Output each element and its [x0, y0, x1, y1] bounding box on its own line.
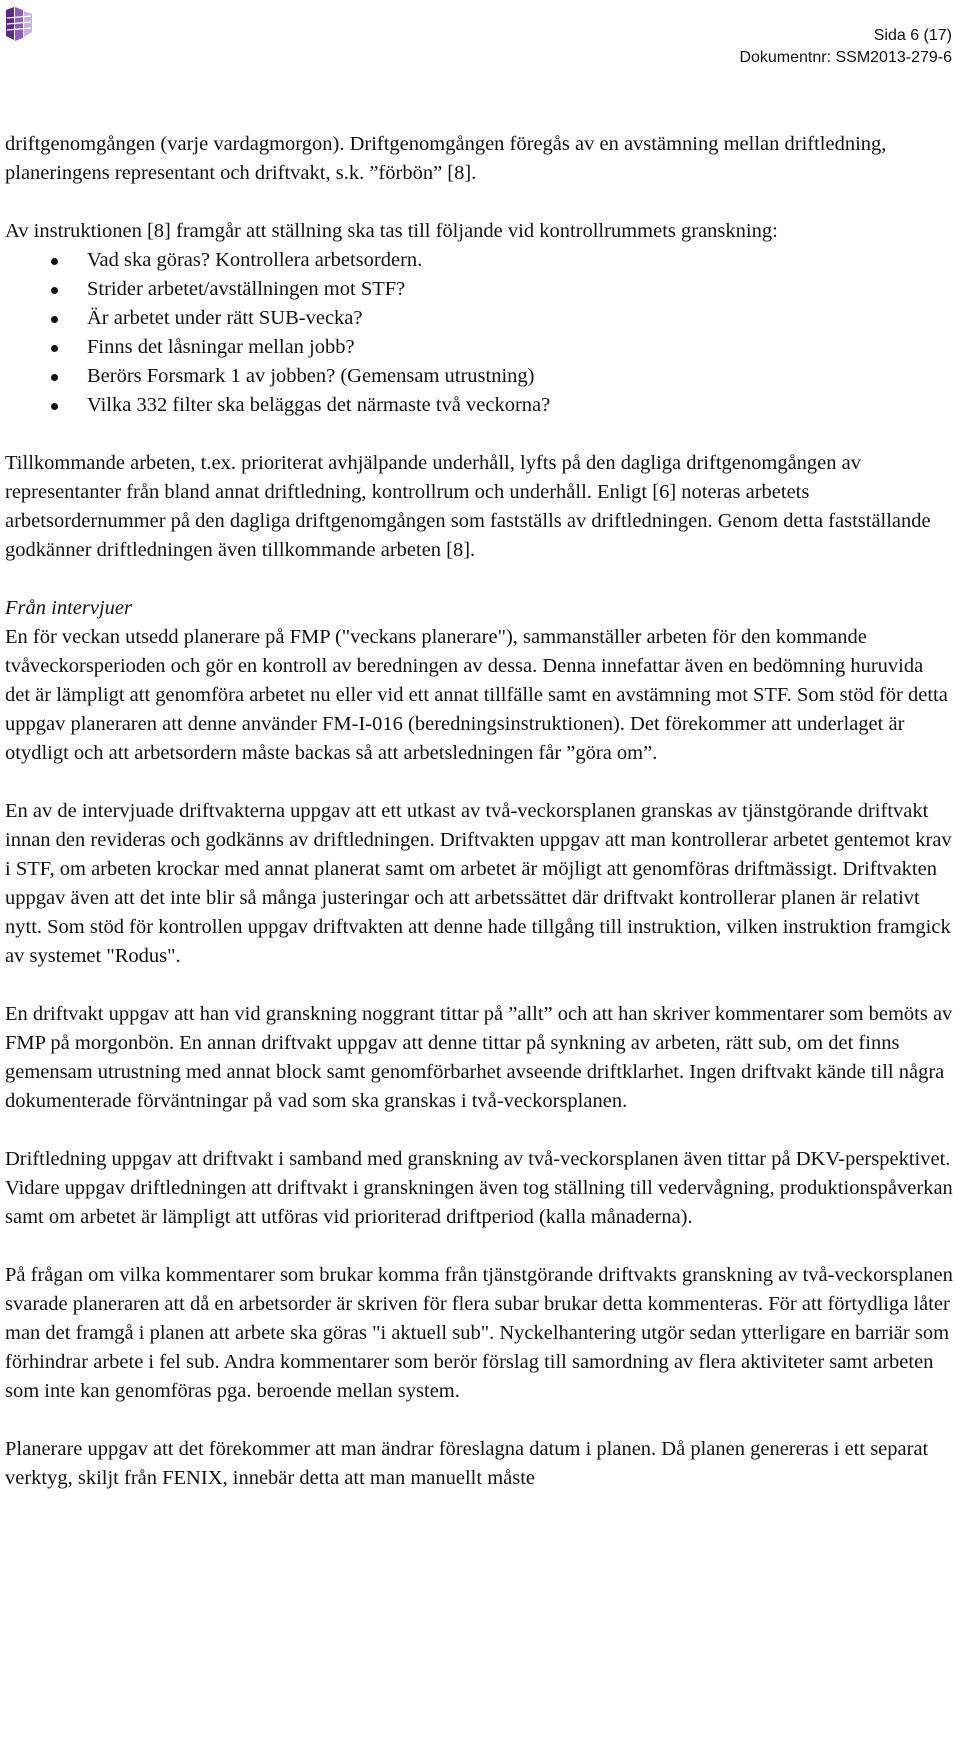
list-item: Vilka 332 filter ska beläggas det närmaste två veckorna?	[5, 391, 953, 420]
ssm-logo-icon	[4, 4, 34, 44]
paragraph-7: Driftledning uppgav att driftvakt i samband med granskning av två-veckorsplanen även tittar på DKV-perspektivet. Vidare uppgav driftledningen att driftvakt i granskningen även tog ställning till vedervågning, produktionspåverkan samt om arbetet är lämpligt att utföras vid prioriterad driftperiod (kalla månaderna).	[5, 1148, 953, 1228]
paragraph-3: Tillkommande arbeten, t.ex. prioriterat avhjälpande underhåll, lyfts på den dagliga driftgenomgången av representanter från bland annat driftledning, kontrollrum och underhåll. Enligt [6] noteras arbetets arbetsordernummer på den dagliga driftgenomgången som fastställs av driftledningen. Genom detta fastställande godkänner driftledningen även tillkommande arbeten [8].	[5, 452, 931, 561]
document-body	[5, 130, 953, 1522]
bullet-icon	[51, 258, 58, 265]
page-number: Sida 6 (17)	[873, 27, 952, 44]
document-number: Dokumentnr: SSM2013-279-6	[739, 49, 952, 66]
list-item: Strider arbetet/avställningen mot STF?	[5, 275, 953, 304]
list-item: Är arbetet under rätt SUB-vecka?	[5, 304, 953, 333]
list-item: Berörs Forsmark 1 av jobben? (Gemensam utrustning)	[5, 362, 953, 391]
paragraph-9: Planerare uppgav att det förekommer att man ändrar föreslagna datum i planen. Då planen genereras i ett separat verktyg, skiljt från FENIX, innebär detta att man manuellt måste	[5, 1438, 929, 1489]
bullet-icon	[51, 345, 58, 352]
review-checklist	[5, 246, 953, 420]
bullet-icon	[51, 403, 58, 410]
bullet-icon	[51, 374, 58, 381]
paragraph-8: På frågan om vilka kommentarer som brukar komma från tjänstgörande driftvakts granskning av två-veckorsplanen svarade planeraren att då en arbetsorder är skriven för flera subar brukar detta kommenteras. För att förtydliga låter man det framgå i planen att arbete ska göras "i aktuell sub". Nyckelhantering utgör sedan ytterligare en barriär som förhindrar arbete i fel sub. Andra kommentarer som berör förslag till samordning av flera aktiviteter samt arbeten som inte kan genomföras pga. beroende mellan system.	[5, 1264, 953, 1402]
paragraph-6: En driftvakt uppgav att han vid granskning noggrant tittar på ”allt” och att han skriver kommentarer som bemöts av FMP på morgonbön. En annan driftvakt uppgav att denne tittar på synkning av arbeten, rätt sub, om det finns gemensam utrustning med annat block samt genomförbarhet avseende driftklarhet. Ingen driftvakt kände till några dokumenterade förväntningar på vad som ska granskas i två-veckorsplanen.	[5, 1003, 953, 1112]
list-item: Finns det låsningar mellan jobb?	[5, 333, 953, 362]
paragraph-1: driftgenomgången (varje vardagmorgon). Driftgenomgången föregås av en avstämning mellan driftledning, planeringens representant och driftvakt, s.k. ”förbön” [8].	[5, 133, 887, 184]
paragraph-2: Av instruktionen [8] framgår att ställning ska tas till följande vid kontrollrummets granskning:	[5, 220, 778, 242]
section-subheading: Från intervjuer	[5, 597, 132, 619]
paragraph-4: En för veckan utsedd planerare på FMP ("veckans planerare"), sammanställer arbeten för den kommande tvåveckorsperioden och gör en kontroll av beredningen av dessa. Denna innefattar även en bedömning huruvida det är lämpligt att genomföra arbetet nu eller vid ett annat tillfälle samt en avstämning mot STF. Som stöd för detta uppgav planeraren att denne använder FM-I-016 (beredningsinstruktionen). Det förekommer att underlaget är otydligt och att arbetsordern måste backas så att arbetsledningen får ”göra om”.	[5, 626, 948, 764]
list-item: Vad ska göras? Kontrollera arbetsordern.	[5, 246, 953, 275]
paragraph-5: En av de intervjuade driftvakterna uppgav att ett utkast av två-veckorsplanen granskas av tjänstgörande driftvakt innan den revideras och godkänns av driftledningen. Driftvakten uppgav att man kontrollerar arbetet gentemot krav i STF, om arbeten krockar med annat planerat samt om arbetet är möjligt att genomföras driftmässigt. Driftvakten uppgav även att det inte blir så många justeringar och att arbetssättet där driftvakt kontrollerar planen är relativt nytt. Som stöd för kontrollen uppgav driftvakten att denne hade tillgång till instruktion, vilken instruktion framgick av systemet "Rodus".	[5, 800, 952, 967]
bullet-icon	[51, 287, 58, 294]
page-header	[739, 25, 952, 69]
bullet-icon	[51, 316, 58, 323]
